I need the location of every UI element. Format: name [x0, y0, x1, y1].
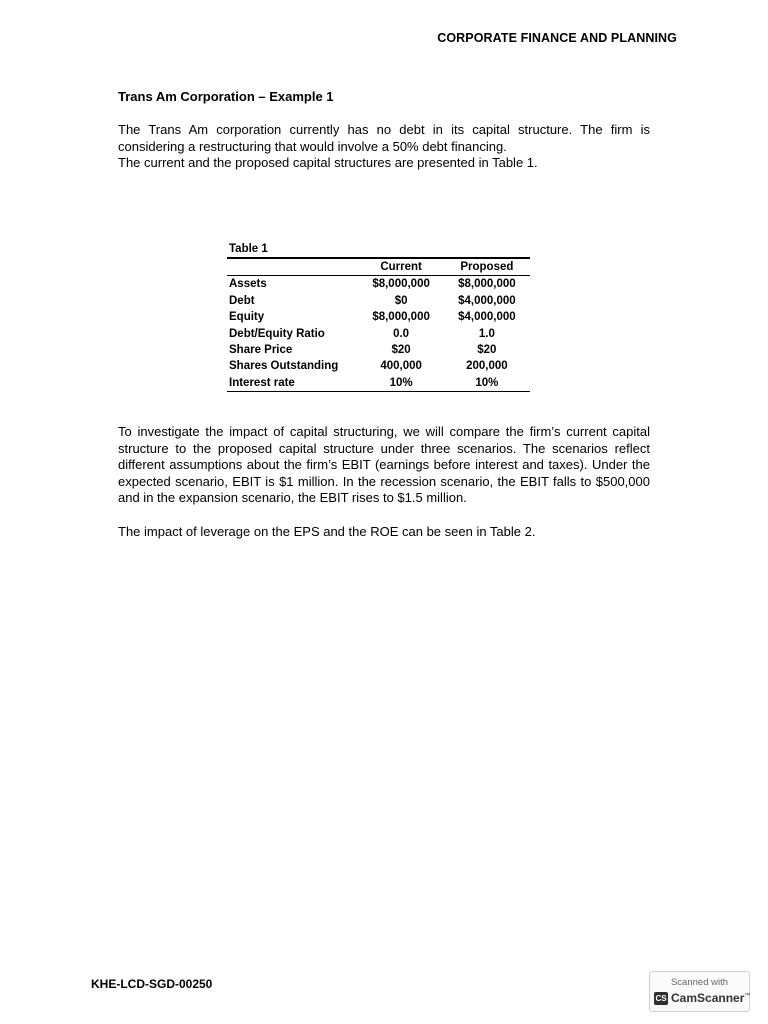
scenarios-paragraph: [118, 424, 650, 507]
leverage-paragraph: [118, 524, 650, 541]
row-proposed: $4,000,000: [458, 311, 516, 324]
row-label: Equity: [229, 311, 265, 324]
row-current: 10%: [389, 376, 413, 389]
table-row: [227, 309, 530, 325]
table-row: [227, 375, 530, 392]
section-title: Trans Am Corporation – Example 1: [118, 89, 334, 104]
capital-structure-table: [227, 257, 530, 392]
intro-paragraph: [118, 122, 650, 172]
row-label: Debt/Equity Ratio: [229, 327, 325, 340]
row-label: Interest rate: [229, 376, 295, 389]
table-caption: Table 1: [229, 243, 268, 255]
row-current: $8,000,000: [372, 278, 430, 291]
row-current: 400,000: [380, 360, 422, 373]
intro-text-line1: The Trans Am corporation currently has no debt in its capital structure. The firm is considering a restructuring that would involve a 50% debt financing.: [118, 122, 650, 154]
row-current: $20: [391, 344, 411, 357]
leverage-text: The impact of leverage on the EPS and the ROE can be seen in Table 2.: [118, 524, 536, 539]
row-proposed: 200,000: [466, 360, 508, 373]
camscanner-logo-icon: CS: [655, 994, 667, 1003]
table-header-row: [227, 258, 530, 276]
row-label: Debt: [229, 294, 255, 307]
table-row: [227, 276, 530, 293]
table-row: [227, 358, 530, 374]
intro-text-line2: The current and the proposed capital structures are presented in Table 1.: [118, 155, 538, 170]
row-current: $8,000,000: [372, 311, 430, 324]
row-proposed: $4,000,000: [458, 294, 516, 307]
camscanner-watermark: [649, 971, 750, 1012]
scenarios-text: To investigate the impact of capital structuring, we will compare the firm’s current capital structure to the proposed capital structure under three scenarios. The scenarios reflect different assumptions about the firm’s EBIT (earnings before interest and taxes). Under the expected scenario, EBIT is $1 million. In the recession scenario, the EBIT falls to $500,000 and in the expansion scenario, the EBIT rises to $1.5 million.: [118, 424, 650, 505]
row-label: Assets: [229, 278, 267, 291]
table-row: [227, 342, 530, 358]
document-code: KHE-LCD-SGD-00250: [91, 977, 213, 991]
row-current: $0: [394, 294, 408, 307]
watermark-brand: [671, 991, 750, 1005]
row-proposed: 10%: [475, 376, 499, 389]
trademark-symbol: ™: [744, 993, 751, 999]
row-proposed: 1.0: [478, 327, 495, 340]
table-row: [227, 293, 530, 309]
row-proposed: $20: [477, 344, 497, 357]
row-label: Shares Outstanding: [229, 360, 339, 373]
table-row: [227, 326, 530, 342]
page-header-title: CORPORATE FINANCE AND PLANNING: [437, 31, 677, 45]
row-current: 0.0: [393, 327, 410, 340]
watermark-top-text: Scanned with: [670, 977, 729, 988]
header-cell-label: [227, 258, 358, 276]
header-cell-proposed: Proposed: [444, 258, 530, 276]
watermark-brand-name: CamScanner: [671, 991, 745, 1005]
row-proposed: $8,000,000: [458, 278, 516, 291]
header-cell-current: Current: [358, 258, 443, 276]
table-1: [227, 243, 530, 392]
row-label: Share Price: [229, 344, 293, 357]
